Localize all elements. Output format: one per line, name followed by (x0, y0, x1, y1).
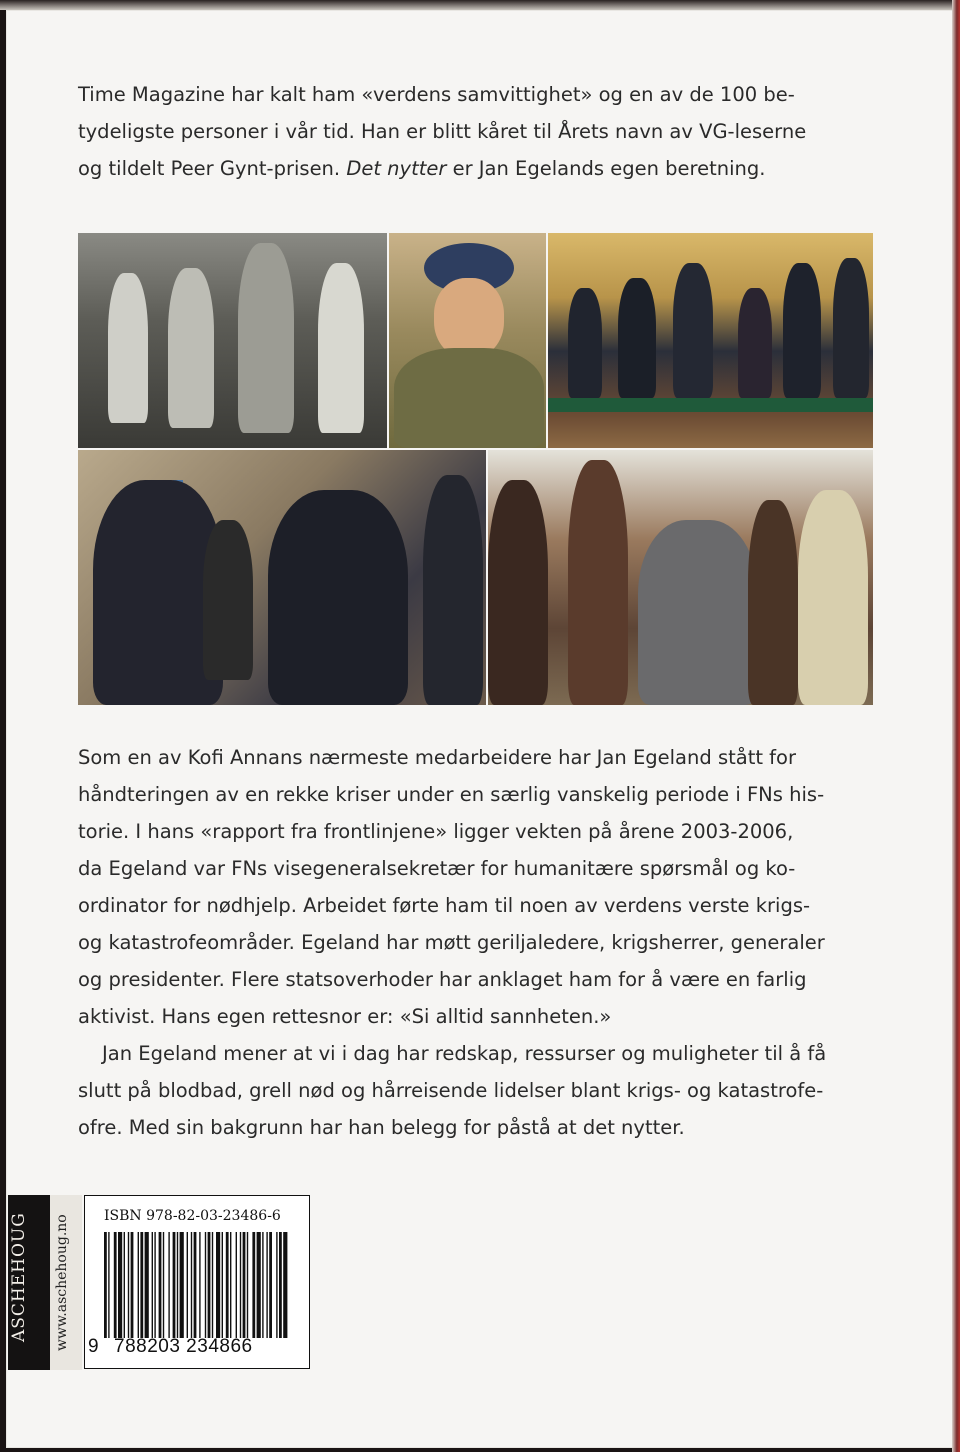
barcode-bar (208, 1232, 211, 1338)
intro-line: tydeligste personer i vår tid. Han er blitt kåret til Årets navn av VG-leserne (78, 120, 807, 143)
barcode-bar (279, 1232, 282, 1338)
barcode-bar (180, 1232, 184, 1338)
barcode-bar (128, 1232, 129, 1338)
barcode-bar (124, 1232, 125, 1338)
barcode-bar (187, 1232, 188, 1338)
paragraph-line: ofre. Med sin bakgrunn har han belegg for påstå at det nytter. (78, 1116, 685, 1139)
barcode-bar (114, 1232, 117, 1338)
barcode-bar (226, 1232, 229, 1338)
description-paragraph (78, 739, 848, 1035)
barcode-bar (269, 1232, 272, 1338)
publisher-url: www.aschehoug.no (54, 1214, 70, 1351)
photo-un-soldier (389, 233, 546, 448)
barcode-bar (159, 1232, 162, 1338)
barcode-bar (266, 1232, 267, 1338)
barcode-bar (173, 1232, 176, 1338)
publisher-logo: ASCHEHOUG (9, 1212, 29, 1343)
barcode-bar (108, 1232, 109, 1338)
barcode-bar (252, 1232, 255, 1338)
closing-paragraph (78, 1035, 848, 1146)
photo-handshake (78, 450, 486, 705)
barcode-bar (212, 1232, 213, 1338)
paragraph-line: da Egeland var FNs visegeneralsekretær for humanitære spørsmål og ko- (78, 857, 796, 880)
barcode-bar (247, 1232, 248, 1338)
barcode-bar (152, 1232, 153, 1338)
photo-field-workers (78, 233, 387, 448)
barcode-bar (138, 1232, 139, 1338)
paragraph-line: torie. I hans «rapport fra frontlinjene» ligger vekten på årene 2003-2006, (78, 820, 794, 843)
barcode-number: 788203 234866 (114, 1336, 253, 1357)
paragraph-line: Jan Egeland mener at vi i dag har redskap, ressurser og muligheter til å få (102, 1042, 827, 1065)
photo-children-crowd (488, 450, 873, 705)
barcode-bar (168, 1232, 169, 1338)
photo-signing-ceremony (548, 233, 873, 448)
barcode-bar (131, 1232, 134, 1338)
barcode-bar (191, 1232, 192, 1338)
barcode-bar (276, 1232, 277, 1338)
paragraph-line: Som en av Kofi Annans nærmeste medarbeidere har Jan Egeland stått for (78, 746, 796, 769)
paragraph-line: ordinator for nødhjelp. Arbeidet førte ham til noen av verdens verste krigs- (78, 894, 811, 917)
barcode-bar (177, 1232, 178, 1338)
barcode-bar (199, 1232, 200, 1338)
intro-blurb (78, 76, 818, 187)
barcode-bar (243, 1232, 246, 1338)
paragraph-line: aktivist. Hans egen rettesnor er: «Si alltid sannheten.» (78, 1005, 612, 1028)
barcode-bar (240, 1232, 241, 1338)
barcode-bar (236, 1232, 237, 1338)
barcode-bar (145, 1232, 149, 1338)
barcode-bar (118, 1232, 122, 1338)
intro-text: er Jan Egelands egen beretning. (446, 157, 766, 180)
barcode-bar (163, 1232, 164, 1338)
barcode-bar (283, 1232, 287, 1338)
book-title: Det nytter (346, 157, 447, 180)
barcode-bar (104, 1232, 107, 1338)
intro-line: Time Magazine har kalt ham «verdens samvittighet» og en av de 100 be- (78, 83, 795, 106)
intro-text: og tildelt Peer Gynt-prisen. (78, 157, 347, 180)
cover-top-edge (0, 0, 960, 10)
barcode-bar (194, 1232, 197, 1338)
cover-spine-edge (952, 0, 960, 1452)
paragraph-line: og presidenter. Flere statsoverhoder har anklaget ham for å være en farlig (78, 968, 807, 991)
barcode-bar (205, 1232, 206, 1338)
barcode-bar (262, 1232, 263, 1338)
barcode-bar (140, 1232, 143, 1338)
paragraph-line: håndteringen av en rekke kriser under en særlig vanskelig periode i FNs his- (78, 783, 825, 806)
paragraph-line: slutt på blodbad, grell nød og hårreisende lidelser blant krigs- og katastrofe- (78, 1079, 824, 1102)
barcode-bar (230, 1232, 231, 1338)
barcode-bar (257, 1232, 261, 1338)
barcode-bar (216, 1232, 220, 1338)
barcode-bar (222, 1232, 223, 1338)
barcode-first-digit: 9 (88, 1336, 100, 1357)
intro-line (78, 150, 818, 187)
isbn-number: ISBN 978-82-03-23486-6 (104, 1208, 281, 1224)
barcode-bar (154, 1232, 155, 1338)
paragraph-line: og katastrofeområder. Egeland har møtt geriljaledere, krigsherrer, generaler (78, 931, 825, 954)
barcode (104, 1232, 288, 1338)
